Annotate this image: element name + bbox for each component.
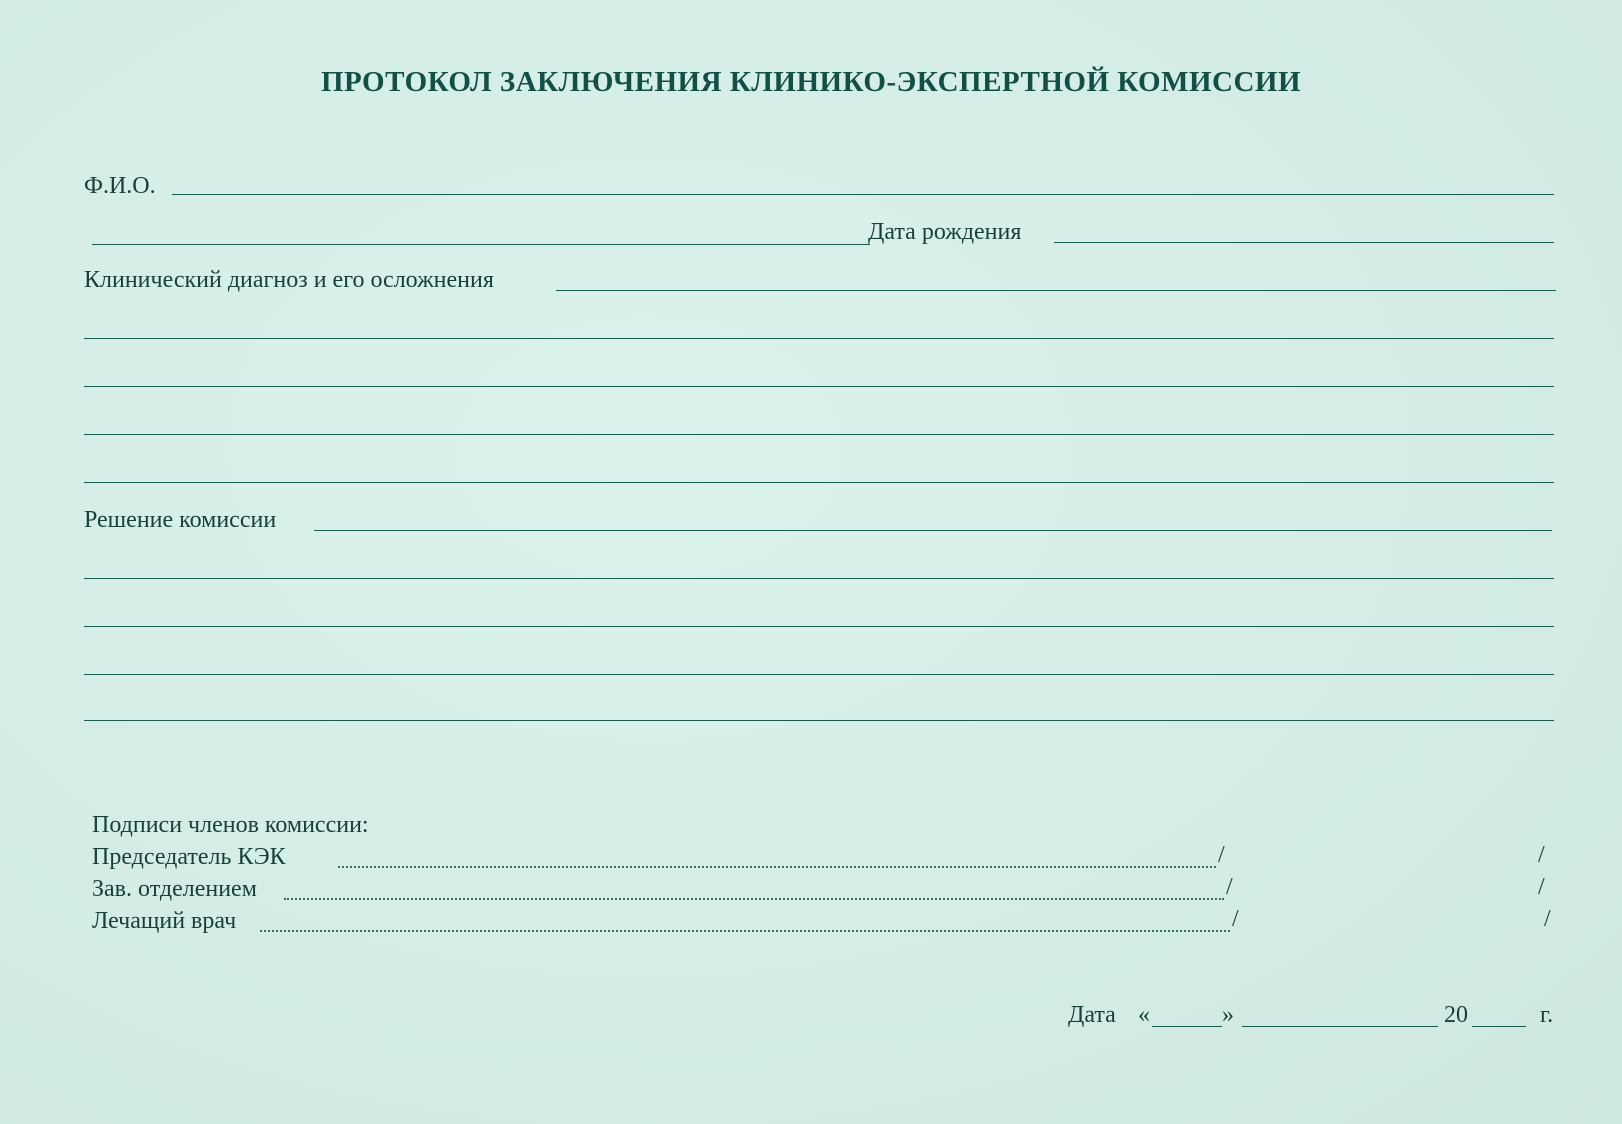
signature-label-head-of-department: Зав. отделением (92, 876, 257, 902)
date-month-line[interactable] (1242, 1026, 1438, 1027)
date-year-line[interactable] (1472, 1026, 1526, 1027)
signature-line-head-of-department[interactable] (284, 898, 1224, 900)
date-year-prefix: 20 (1444, 1002, 1468, 1028)
signature-slash-chairman: / (1218, 842, 1225, 868)
date-year-suffix: г. (1540, 1002, 1554, 1028)
signature-label-chairman: Председатель КЭК (92, 844, 286, 870)
signature-label-attending-physician: Лечащий врач (92, 908, 237, 934)
signature-slash-attending-physician: / (1232, 906, 1239, 932)
signature-line-chairman[interactable] (338, 866, 1216, 868)
fio-input-line[interactable] (172, 194, 1554, 195)
signature-end-slash-attending-physician: / (1544, 906, 1551, 932)
decision-input-line-1[interactable] (314, 530, 1552, 531)
form-title: ПРОТОКОЛ ЗАКЛЮЧЕНИЯ КЛИНИКО-ЭКСПЕРТНОЙ КОМИССИИ (320, 66, 1302, 98)
birth-date-input-line[interactable] (1054, 242, 1554, 243)
date-label: Дата (1068, 1002, 1116, 1028)
date-open-quote: « (1138, 1002, 1150, 1028)
diagnosis-label: Клинический диагноз и его осложнения (84, 267, 494, 293)
decision-label: Решение комиссии (84, 507, 277, 533)
diagnosis-input-line-1[interactable] (556, 290, 1556, 291)
diagnosis-input-line-2[interactable] (84, 338, 1554, 339)
signature-end-slash-head-of-department: / (1538, 874, 1545, 900)
diagnosis-input-line-4[interactable] (84, 434, 1554, 435)
decision-input-line-2[interactable] (84, 578, 1554, 579)
diagnosis-input-line-5[interactable] (84, 482, 1554, 483)
date-day-line[interactable] (1152, 1026, 1222, 1027)
signature-end-slash-chairman: / (1538, 842, 1545, 868)
signatures-heading: Подписи членов комиссии: (92, 812, 369, 838)
decision-input-line-5[interactable] (84, 720, 1554, 721)
date-close-quote: » (1222, 1002, 1234, 1028)
signature-line-attending-physician[interactable] (260, 930, 1230, 932)
birth-date-label: Дата рождения (868, 219, 1022, 245)
diagnosis-input-line-3[interactable] (84, 386, 1554, 387)
fio-label: Ф.И.О. (84, 173, 156, 199)
fio-continuation-line[interactable] (92, 244, 870, 245)
decision-input-line-4[interactable] (84, 674, 1554, 675)
decision-input-line-3[interactable] (84, 626, 1554, 627)
signature-slash-head-of-department: / (1226, 874, 1233, 900)
